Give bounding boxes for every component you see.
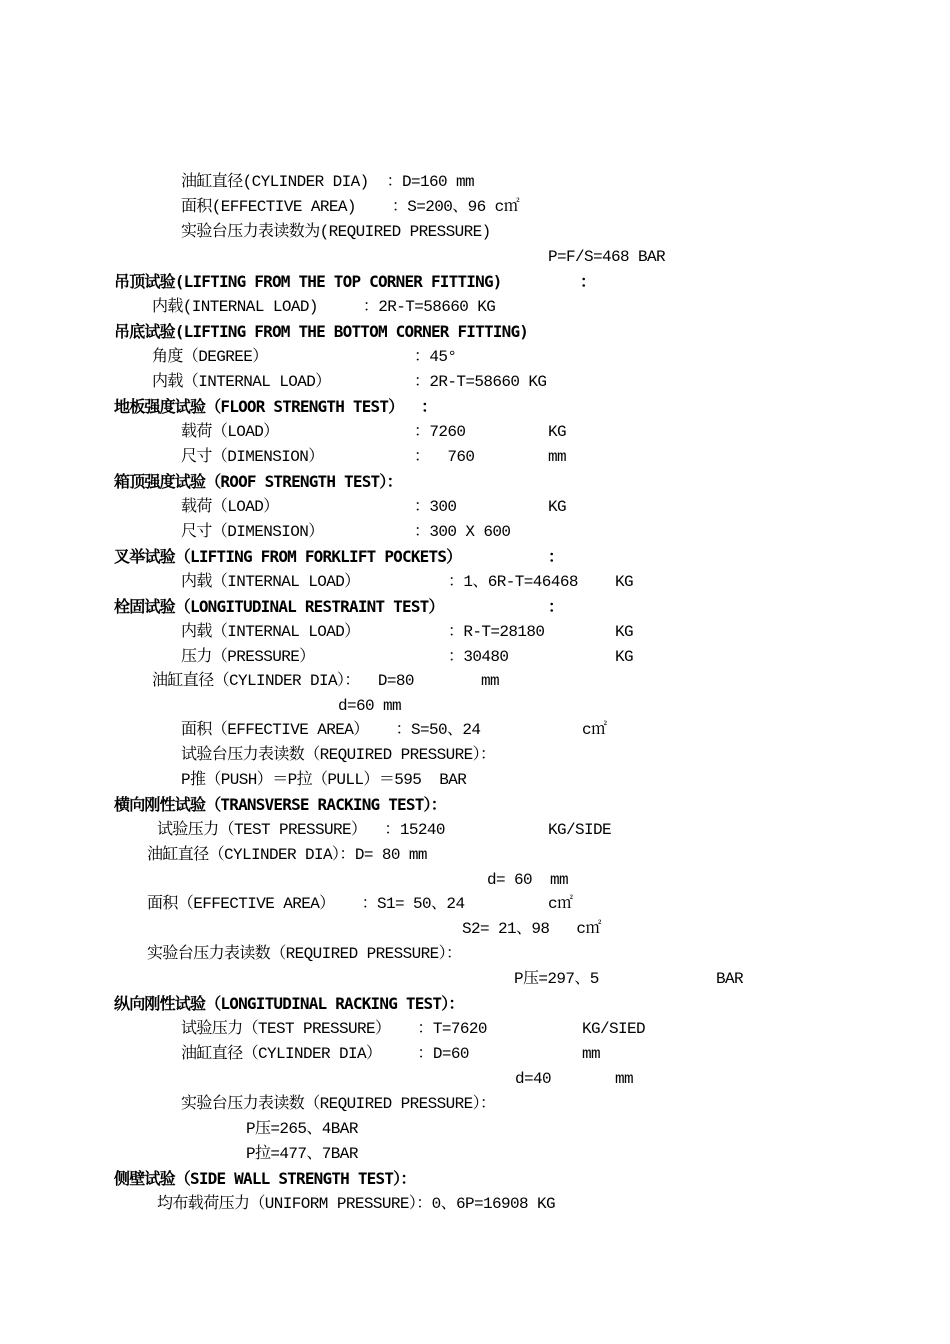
section-heading-longitudinal-racking: 纵向刚性试验（LONGITUDINAL RACKING TEST）： [114,994,464,1013]
dimension-value: ： 760 [414,448,475,466]
required-pressure-line: 试验台压力表读数（REQUIRED PRESSURE）： [181,746,496,764]
effective-area-line: 面积（EFFECTIVE AREA） ：S=50、24 [181,721,481,739]
section-heading-bottom-lift: 吊底试验(LIFTING FROM THE BOTTOM CORNER FITTING) [114,322,529,341]
internal-load-label: 内载（INTERNAL LOAD） [181,623,360,641]
pressure-result: P=F/S=468 BAR [548,248,666,266]
dimension-unit: mm [548,448,567,466]
dimension-value: ：300 X 600 [414,523,511,541]
internal-load-value: ：2R-T=58660 KG [414,373,547,391]
internal-load-value: ：R-T=28180 [448,623,545,641]
section-heading-floor: 地板强度试验（FLOOR STRENGTH TEST） ： [114,397,437,416]
push-pressure-unit: BAR [716,970,744,988]
required-pressure-line: 实验台压力表读数（REQUIRED PRESSURE）： [181,1095,496,1113]
dimension-label: 尺寸（DIMENSION） [181,523,324,541]
load-label: 载荷（LOAD） [181,423,279,441]
rod-dia-line: d= 60 mm [487,871,569,889]
cylinder-dia-line: 油缸直径(CYLINDER DIA) ：D=160 mm [181,173,475,191]
cylinder-dia-unit: mm [582,1045,601,1063]
load-unit: KG [548,498,567,516]
section-heading-colon: ： [580,272,596,291]
uniform-pressure-line: 均布载荷压力（UNIFORM PRESSURE）：0、6P=16908 KG [157,1195,556,1213]
push-pull-pressure: P推（PUSH）＝P拉（PULL）＝595 BAR [181,771,467,789]
push-pressure: P压=265、4BAR [246,1120,358,1138]
internal-load-unit: KG [615,623,634,641]
pull-pressure: P拉=477、7BAR [246,1145,358,1163]
effective-area-line: 面积（EFFECTIVE AREA） ：S1= 50、24 [147,895,465,913]
internal-load-line: 内载(INTERNAL LOAD) ：2R-T=58660 KG [152,298,496,316]
required-pressure-line: 实验台压力表读数（REQUIRED PRESSURE）： [147,945,462,963]
effective-area-s2: S2= 21、98 c㎡ [462,920,601,938]
section-heading-forklift: 叉举试验（LIFTING FROM FORKLIFT POCKETS） [114,547,462,566]
required-pressure-line: 实验台压力表读数为(REQUIRED PRESSURE) [181,223,491,241]
test-pressure-unit: KG/SIDE [548,821,612,839]
effective-area-unit: c㎡ [548,895,573,913]
section-heading-side-wall: 侧壁试验（SIDE WALL STRENGTH TEST）： [114,1169,416,1188]
internal-load-unit: KG [615,573,634,591]
effective-area-unit: c㎡ [582,721,607,739]
load-label: 载荷（LOAD） [181,498,279,516]
section-heading-colon: ： [548,597,564,616]
section-heading-colon: ： [548,547,564,566]
dimension-label: 尺寸（DIMENSION） [181,448,324,466]
section-heading-restraint: 栓固试验（LONGITUDINAL RESTRAINT TEST） [114,597,444,616]
rod-dia-value: d=40 [515,1070,552,1088]
cylinder-dia-unit: mm [481,672,500,690]
pressure-label: 压力（PRESSURE） [181,648,315,666]
cylinder-dia-line: 油缸直径（CYLINDER DIA）：D= 80 mm [147,846,427,864]
internal-load-label: 内载（INTERNAL LOAD） [152,373,331,391]
pressure-unit: KG [615,648,634,666]
rod-dia-line: d=60 mm [338,697,402,715]
effective-area-line: 面积(EFFECTIVE AREA) ：S=200、96 c㎡ [181,198,520,216]
section-heading-roof: 箱顶强度试验（ROOF STRENGTH TEST）： [114,472,402,491]
test-pressure-line: 试验压力（TEST PRESSURE） ：T=7620 [181,1020,487,1038]
pressure-value: ：30480 [448,648,509,666]
internal-load-label: 内载（INTERNAL LOAD） [181,573,360,591]
rod-dia-unit: mm [615,1070,634,1088]
section-heading-transverse: 横向刚性试验（TRANSVERSE RACKING TEST）： [114,795,446,814]
load-value: ：7260 [414,423,466,441]
test-pressure-unit: KG/SIED [582,1020,646,1038]
load-value: ：300 [414,498,457,516]
load-unit: KG [548,423,567,441]
degree-label: 角度（DEGREE） [152,348,268,366]
push-pressure-value: P压=297、5 [514,970,599,988]
section-heading-top-lift: 吊顶试验(LIFTING FROM THE TOP CORNER FITTING) [114,272,502,291]
test-pressure-line: 试验压力（TEST PRESSURE） ：15240 [157,821,445,839]
cylinder-dia-line: 油缸直径（CYLINDER DIA） ：D=60 [181,1045,469,1063]
cylinder-dia-line: 油缸直径（CYLINDER DIA）： D=80 [152,672,414,690]
internal-load-value: ：1、6R-T=46468 [448,573,578,591]
degree-value: ：45° [414,348,457,366]
